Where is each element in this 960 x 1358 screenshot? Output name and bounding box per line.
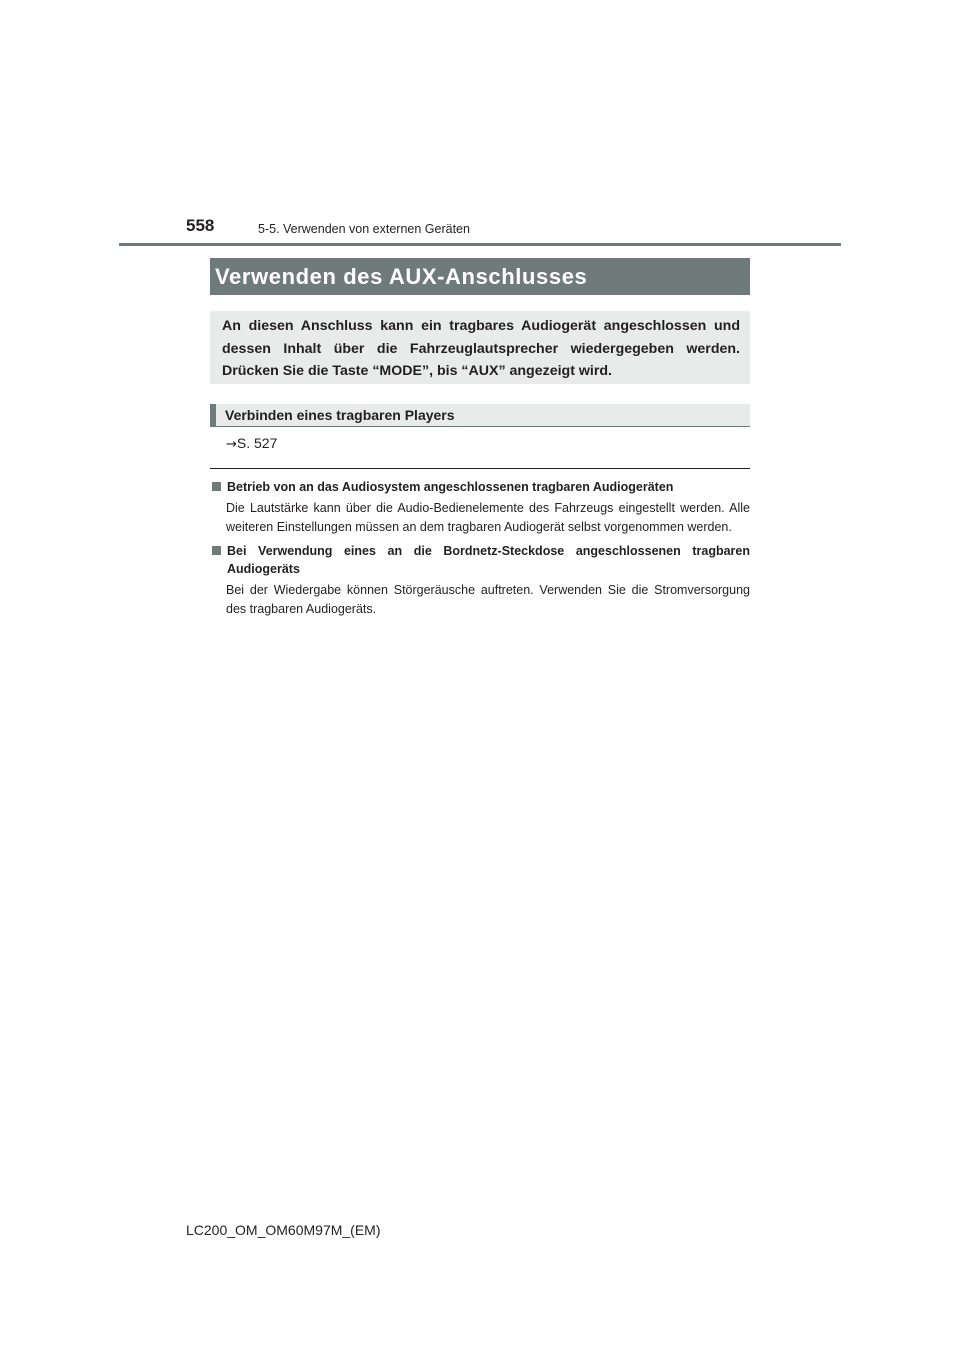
intro-text: An diesen Anschluss kann ein tragbares Audiogerät angeschlossen und dessen Inhalt über die Fahrzeuglautsprecher wiedergegeben werden. Drücken Sie die Taste “MODE”, bis “AUX” angezeigt wird. — [222, 318, 740, 379]
note-item — [210, 542, 750, 618]
arrow-right-icon: → — [226, 437, 237, 452]
document-code: LC200_OM_OM60M97M_(EM) — [186, 1222, 381, 1238]
notes-section — [210, 478, 750, 624]
page-number: 558 — [186, 216, 215, 235]
notes-divider — [210, 468, 750, 469]
note-heading-text: Bei Verwendung eines an die Bordnetz-Steckdose angeschlossenen tragbaren Audiogeräts — [227, 544, 750, 576]
intro-box — [210, 311, 750, 384]
square-bullet-icon — [212, 482, 221, 491]
note-body: Bei der Wiedergabe können Störgeräusche auftreten. Verwenden Sie die Stromversorgung des tragbaren Audiogeräts. — [226, 583, 750, 616]
note-body: Die Lautstärke kann über die Audio-Bedienelemente des Fahrzeugs eingestellt werden. Alle weiteren Einstellungen müssen an dem tragbaren Audiogerät selbst vorgenommen werden. — [226, 501, 750, 534]
subsection-heading: Verbinden eines tragbaren Players — [225, 407, 455, 423]
page-reference[interactable] — [226, 435, 277, 452]
section-breadcrumb: 5-5. Verwenden von externen Geräten — [258, 222, 470, 236]
note-heading — [210, 478, 750, 496]
page-reference-text: S. 527 — [236, 435, 278, 451]
note-heading-text: Betrieb von an das Audiosystem angeschlossenen tragbaren Audiogeräten — [227, 480, 674, 494]
section-title: Verwenden des AUX-Anschlusses — [215, 263, 588, 289]
note-heading — [210, 542, 750, 578]
subsection-heading-bar — [210, 404, 750, 427]
note-item — [210, 478, 750, 536]
section-title-bar — [210, 258, 750, 295]
square-bullet-icon — [212, 546, 221, 555]
header-divider — [119, 243, 841, 246]
